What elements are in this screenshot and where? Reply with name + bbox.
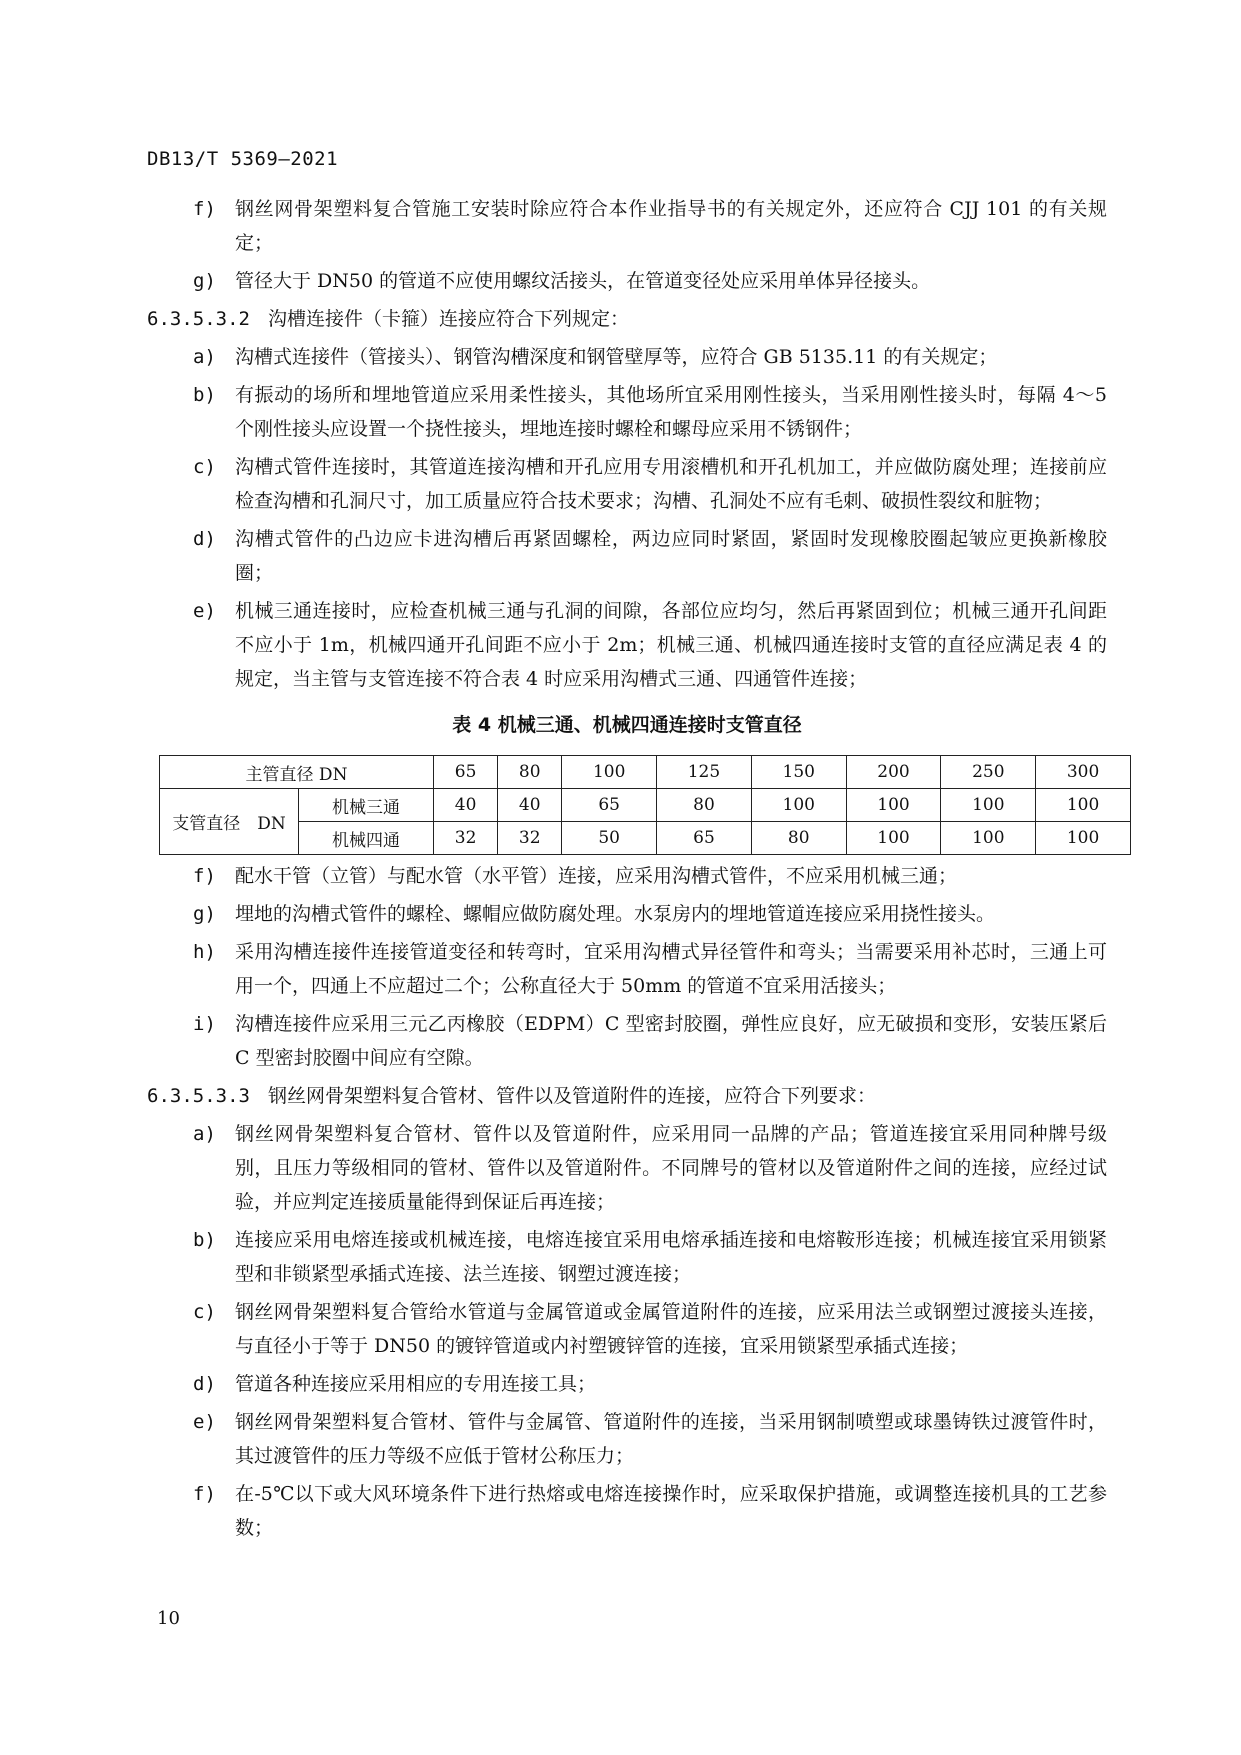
item-text: 沟槽式管件的凸边应卡进沟槽后再紧固螺栓，两边应同时紧固，紧固时发现橡胶圈起皱应更换新橡胶圈； bbox=[235, 528, 1107, 584]
item-label: f) bbox=[193, 198, 216, 220]
item-label: c) bbox=[193, 456, 216, 478]
table-row bbox=[160, 789, 1131, 822]
clause-number: 6.3.5.3.2 bbox=[147, 308, 250, 330]
item-text: 配水干管（立管）与配水管（水平管）连接，应采用沟槽式管件，不应采用机械三通； bbox=[235, 865, 958, 887]
list-item bbox=[147, 1007, 1107, 1075]
list-item bbox=[147, 1477, 1107, 1545]
item-text: 机械三通连接时，应检查机械三通与孔洞的间隙，各部位应均匀，然后再紧固到位；机械三通开孔间距不应小于 1m，机械四通开孔间距不应小于 2m；机械三通、机械四通连接时支管的直径应满足表 4 的规定，当主管与支管连接不符合表 4 时应采用沟槽式三通、四通管件连接； bbox=[235, 600, 1107, 690]
item-text: 采用沟槽连接件连接管道变径和转弯时，宜采用沟槽式异径管件和弯头；当需要采用补芯时，三通上可用一个，四通上不应超过二个；公称直径大于 50mm 的管道不宜采用活接头； bbox=[235, 941, 1107, 997]
table-cell: 200 bbox=[846, 756, 941, 789]
item-label: d) bbox=[193, 1373, 216, 1395]
table-row bbox=[160, 756, 1131, 789]
item-label: e) bbox=[193, 1411, 216, 1433]
item-text: 在-5℃以下或大风环境条件下进行热熔或电熔连接操作时，应采取保护措施，或调整连接机具的工艺参数； bbox=[235, 1483, 1107, 1539]
item-text: 钢丝网骨架塑料复合管给水管道与金属管道或金属管道附件的连接，应采用法兰或钢塑过渡接头连接，与直径小于等于 DN50 的镀锌管道或内衬塑镀锌管的连接，宜采用锁紧型承插式连接； bbox=[235, 1301, 1107, 1357]
item-text: 有振动的场所和埋地管道应采用柔性接头，其他场所宜采用刚性接头，当采用刚性接头时，每隔 4～5 个刚性接头应设置一个挠性接头，埋地连接时螺栓和螺母应采用不锈钢件； bbox=[235, 384, 1107, 440]
list-item bbox=[147, 1367, 1107, 1401]
list-item bbox=[147, 192, 1107, 260]
table-cell: 32 bbox=[434, 822, 498, 855]
table-cell: 80 bbox=[751, 822, 846, 855]
table-cell: 300 bbox=[1036, 756, 1131, 789]
page-number: 10 bbox=[157, 1608, 180, 1629]
table-cell: 40 bbox=[434, 789, 498, 822]
table-cell: 100 bbox=[941, 789, 1036, 822]
list-item bbox=[147, 594, 1107, 696]
table-cell: 250 bbox=[941, 756, 1036, 789]
item-label: b) bbox=[193, 1229, 216, 1251]
table-cell: 65 bbox=[657, 822, 752, 855]
clause-heading bbox=[147, 1079, 1107, 1113]
item-text: 管径大于 DN50 的管道不应使用螺纹活接头，在管道变径处应采用单体异径接头。 bbox=[235, 270, 931, 292]
table-cell: 80 bbox=[657, 789, 752, 822]
item-text: 钢丝网骨架塑料复合管材、管件以及管道附件，应采用同一品牌的产品；管道连接宜采用同种牌号级别，且压力等级相同的管材、管件以及管道附件。不同牌号的管材以及管道附件之间的连接，应经过试验，并应判定连接质量能得到保证后再连接； bbox=[235, 1123, 1107, 1213]
table-cell: 65 bbox=[434, 756, 498, 789]
clause-number: 6.3.5.3.3 bbox=[147, 1085, 250, 1107]
item-label: d) bbox=[193, 528, 216, 550]
table-title: 表 4 机械三通、机械四通连接时支管直径 bbox=[452, 714, 802, 736]
table-cell: 100 bbox=[1036, 789, 1131, 822]
page-content bbox=[147, 192, 1107, 1549]
clause-text: 钢丝网骨架塑料复合管材、管件以及管道附件的连接，应符合下列要求： bbox=[267, 1085, 876, 1107]
item-label: g) bbox=[193, 270, 216, 292]
table-row bbox=[160, 822, 1131, 855]
list-item bbox=[147, 522, 1107, 590]
item-text: 管道各种连接应采用相应的专用连接工具； bbox=[235, 1373, 597, 1395]
table-header-cell: 主管直径 DN bbox=[160, 756, 434, 789]
item-label: c) bbox=[193, 1301, 216, 1323]
item-label: f) bbox=[193, 1483, 216, 1505]
item-label: b) bbox=[193, 384, 216, 406]
item-label: h) bbox=[193, 941, 216, 963]
item-text: 钢丝网骨架塑料复合管施工安装时除应符合本作业指导书的有关规定外，还应符合 CJJ 101 的有关规定； bbox=[235, 198, 1107, 254]
list-item bbox=[147, 1117, 1107, 1219]
table-cell: 100 bbox=[846, 789, 941, 822]
list-item bbox=[147, 378, 1107, 446]
table-header-cell: 支管直径 DN bbox=[160, 789, 299, 855]
list-item bbox=[147, 1295, 1107, 1363]
item-text: 沟槽式连接件（管接头）、钢管沟槽深度和钢管壁厚等，应符合 GB 5135.11 的有关规定； bbox=[235, 346, 998, 368]
item-label: a) bbox=[193, 1123, 216, 1145]
table-cell: 100 bbox=[941, 822, 1036, 855]
item-label: a) bbox=[193, 346, 216, 368]
table-cell: 50 bbox=[562, 822, 657, 855]
table-row-header: 机械四通 bbox=[299, 822, 434, 855]
list-item bbox=[147, 1405, 1107, 1473]
table-cell: 100 bbox=[751, 789, 846, 822]
item-text: 钢丝网骨架塑料复合管材、管件与金属管、管道附件的连接，当采用钢制喷塑或球墨铸铁过渡管件时，其过渡管件的压力等级不应低于管材公称压力； bbox=[235, 1411, 1107, 1467]
item-text: 沟槽连接件应采用三元乙丙橡胶（EDPM）C 型密封胶圈，弹性应良好，应无破损和变形，安装压紧后 C 型密封胶圈中间应有空隙。 bbox=[235, 1013, 1107, 1069]
list-item bbox=[147, 897, 1107, 931]
item-label: g) bbox=[193, 903, 216, 925]
table-cell: 100 bbox=[1036, 822, 1131, 855]
table-cell: 100 bbox=[562, 756, 657, 789]
clause-text: 沟槽连接件（卡箍）连接应符合下列规定： bbox=[267, 308, 629, 330]
table-cell: 150 bbox=[751, 756, 846, 789]
table-cell: 80 bbox=[498, 756, 562, 789]
clause-heading bbox=[147, 302, 1107, 336]
list-item bbox=[147, 264, 1107, 298]
list-item bbox=[147, 340, 1107, 374]
list-item bbox=[147, 1223, 1107, 1291]
list-item bbox=[147, 935, 1107, 1003]
table-cell: 100 bbox=[846, 822, 941, 855]
item-label: i) bbox=[193, 1013, 216, 1035]
item-text: 沟槽式管件连接时，其管道连接沟槽和开孔应用专用滚槽机和开孔机加工，并应做防腐处理；连接前应检查沟槽和孔洞尺寸，加工质量应符合技术要求；沟槽、孔洞处不应有毛刺、破损性裂纹和脏物； bbox=[235, 456, 1107, 512]
table-cell: 125 bbox=[657, 756, 752, 789]
list-item bbox=[147, 859, 1107, 893]
item-text: 连接应采用电熔连接或机械连接，电熔连接宜采用电熔承插连接和电熔鞍形连接；机械连接宜采用锁紧型和非锁紧型承插式连接、法兰连接、钢塑过渡连接； bbox=[235, 1229, 1107, 1285]
table-row-header: 机械三通 bbox=[299, 789, 434, 822]
item-label: e) bbox=[193, 600, 216, 622]
branch-diameter-table bbox=[159, 755, 1131, 855]
table-cell: 32 bbox=[498, 822, 562, 855]
list-item bbox=[147, 450, 1107, 518]
item-text: 埋地的沟槽式管件的螺栓、螺帽应做防腐处理。水泵房内的埋地管道连接应采用挠性接头。 bbox=[235, 903, 996, 925]
item-label: f) bbox=[193, 865, 216, 887]
document-id: DB13/T 5369—2021 bbox=[147, 148, 339, 170]
table-cell: 65 bbox=[562, 789, 657, 822]
table-cell: 40 bbox=[498, 789, 562, 822]
